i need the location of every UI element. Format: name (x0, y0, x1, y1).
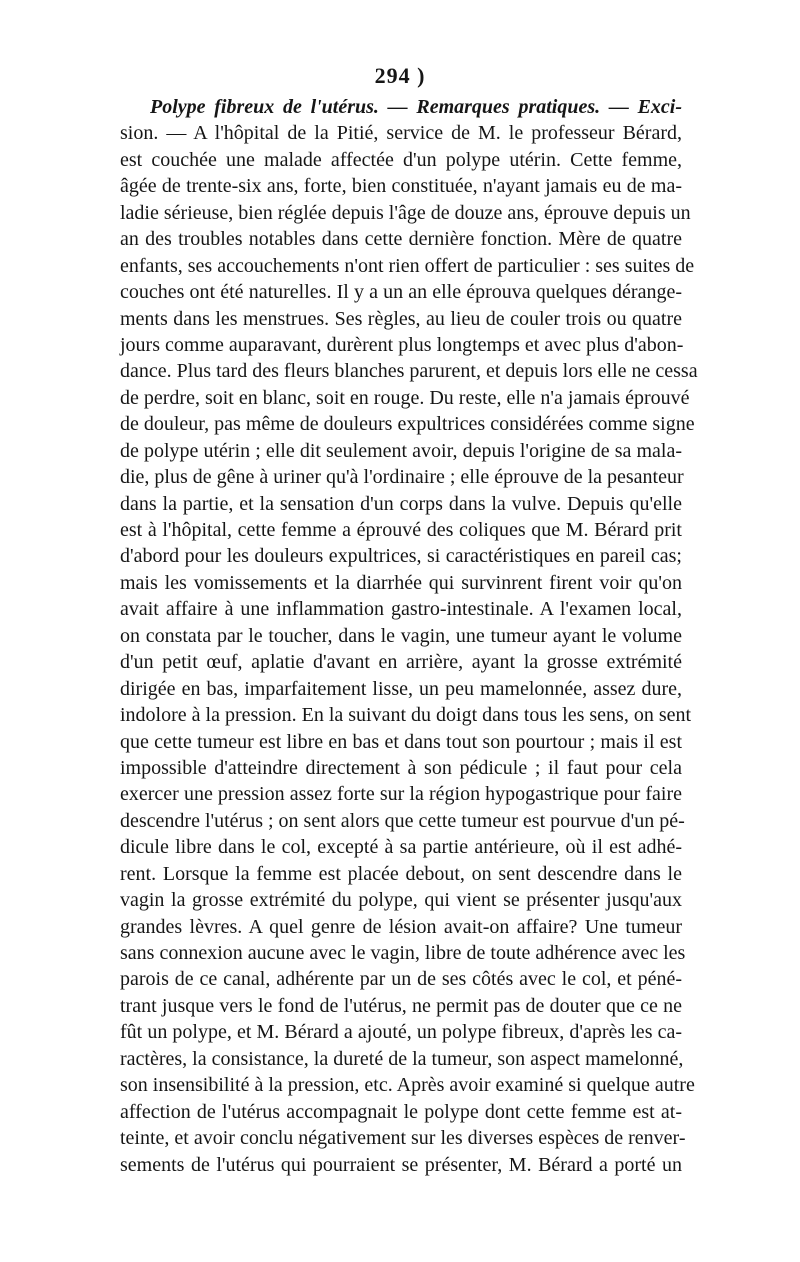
article-title-line: Polype fibreux de l'utérus. — Remarques pratiques. — Exci- (150, 96, 682, 118)
text-line: d'abord pour les douleurs expultrices, si caractéristiques en pareil cas; (120, 545, 682, 568)
text-line: affection de l'utérus accompagnait le polype dont cette femme est at- (120, 1100, 682, 1123)
text-line: âgée de trente-six ans, forte, bien constituée, n'ayant jamais eu de ma- (120, 175, 682, 198)
text-line: vagin la grosse extrémité du polype, qui vient se présenter jusqu'aux (120, 889, 682, 912)
text-line: descendre l'utérus ; on sent alors que cette tumeur est pourvue d'un pé- (120, 809, 685, 832)
text-line: est à l'hôpital, cette femme a éprouvé des coliques que M. Bérard prit (120, 519, 682, 541)
text-line: grandes lèvres. A quel genre de lésion avait-on affaire? Une tumeur (120, 915, 682, 938)
text-line: son insensibilité à la pression, etc. Après avoir examiné si quelque autre (120, 1074, 695, 1097)
text-line: que cette tumeur est libre en bas et dans tout son pourtour ; mais il est (120, 730, 682, 753)
text-line: dans la partie, et la sensation d'un corps dans la vulve. Depuis qu'elle (120, 492, 682, 515)
text-line: teinte, et avoir conclu négativement sur les diverses espèces de renver- (120, 1127, 686, 1150)
paragraph (120, 94, 698, 1178)
text-line: couches ont été naturelles. Il y a un an elle éprouva quelques dérange- (120, 281, 682, 304)
text-line: ladie sérieuse, bien réglée depuis l'âge de douze ans, éprouve depuis un (120, 201, 691, 224)
text-line: avait affaire à une inflammation gastro-intestinale. A l'examen local, (120, 598, 682, 621)
text-line: an des troubles notables dans cette dernière fonction. Mère de quatre (120, 228, 682, 251)
text-line: sements de l'utérus qui pourraient se présenter, M. Bérard a porté un (120, 1153, 682, 1176)
text-line: est couchée une malade affectée d'un polype utérin. Cette femme, (120, 148, 682, 171)
text-line: rent. Lorsque la femme est placée debout, on sent descendre dans le (120, 862, 682, 885)
text-line: on constata par le toucher, dans le vagin, une tumeur ayant le volume (120, 624, 682, 647)
text-line: parois de ce canal, adhérente par un de ses côtés avec le col, et péné- (120, 968, 682, 991)
text-line: de douleur, pas même de douleurs expultrices considérées comme signe (120, 413, 695, 436)
text-line: indolore à la pression. En la suivant du doigt dans tous les sens, on sent (120, 704, 692, 727)
text-line: dicule libre dans le col, excepté à sa partie antérieure, où il est adhé- (120, 836, 682, 859)
text-line: jours comme auparavant, durèrent plus longtemps et avec plus d'abon- (120, 333, 684, 356)
text-line: mais les vomissements et la diarrhée qui survinrent firent voir qu'on (120, 571, 682, 594)
text-line: enfants, ses accouchements n'ont rien offert de particulier : ses suites de (120, 254, 695, 277)
page-number: 294 ) (374, 63, 426, 88)
text-line: ractères, la consistance, la dureté de la tumeur, son aspect mamelonné, (120, 1047, 684, 1070)
text-line: d'un petit œuf, aplatie d'avant en arrière, ayant la grosse extrémité (120, 651, 682, 674)
text-line: de perdre, soit en blanc, soit en rouge. Du reste, elle n'a jamais éprouvé (120, 386, 690, 409)
text-line: sans connexion aucune avec le vagin, libre de toute adhérence avec les (120, 942, 686, 964)
text-line: die, plus de gêne à uriner qu'à l'ordinaire ; elle éprouve de la pesanteur (120, 466, 684, 489)
text-line: trant jusque vers le fond de l'utérus, ne permit pas de douter que ce ne (120, 994, 682, 1017)
text-line: exercer une pression assez forte sur la région hypogastrique pour faire (120, 783, 682, 806)
text-line: sion. — A l'hôpital de la Pitié, service de M. le professeur Bérard, (120, 122, 682, 145)
text-line: fût un polype, et M. Bérard a ajouté, un polype fibreux, d'après les ca- (120, 1021, 682, 1044)
text-line: ments dans les menstrues. Ses règles, au lieu de couler trois ou quatre (120, 307, 682, 330)
text-line: impossible d'atteindre directement à son pédicule ; il faut pour cela (120, 756, 682, 779)
text-line: de polype utérin ; elle dit seulement avoir, depuis l'origine de sa mala- (120, 439, 682, 462)
text-line: dance. Plus tard des fleurs blanches parurent, et depuis lors elle ne cessa (120, 360, 698, 383)
text-line: dirigée en bas, imparfaitement lisse, un peu mamelonnée, assez dure, (120, 677, 682, 700)
